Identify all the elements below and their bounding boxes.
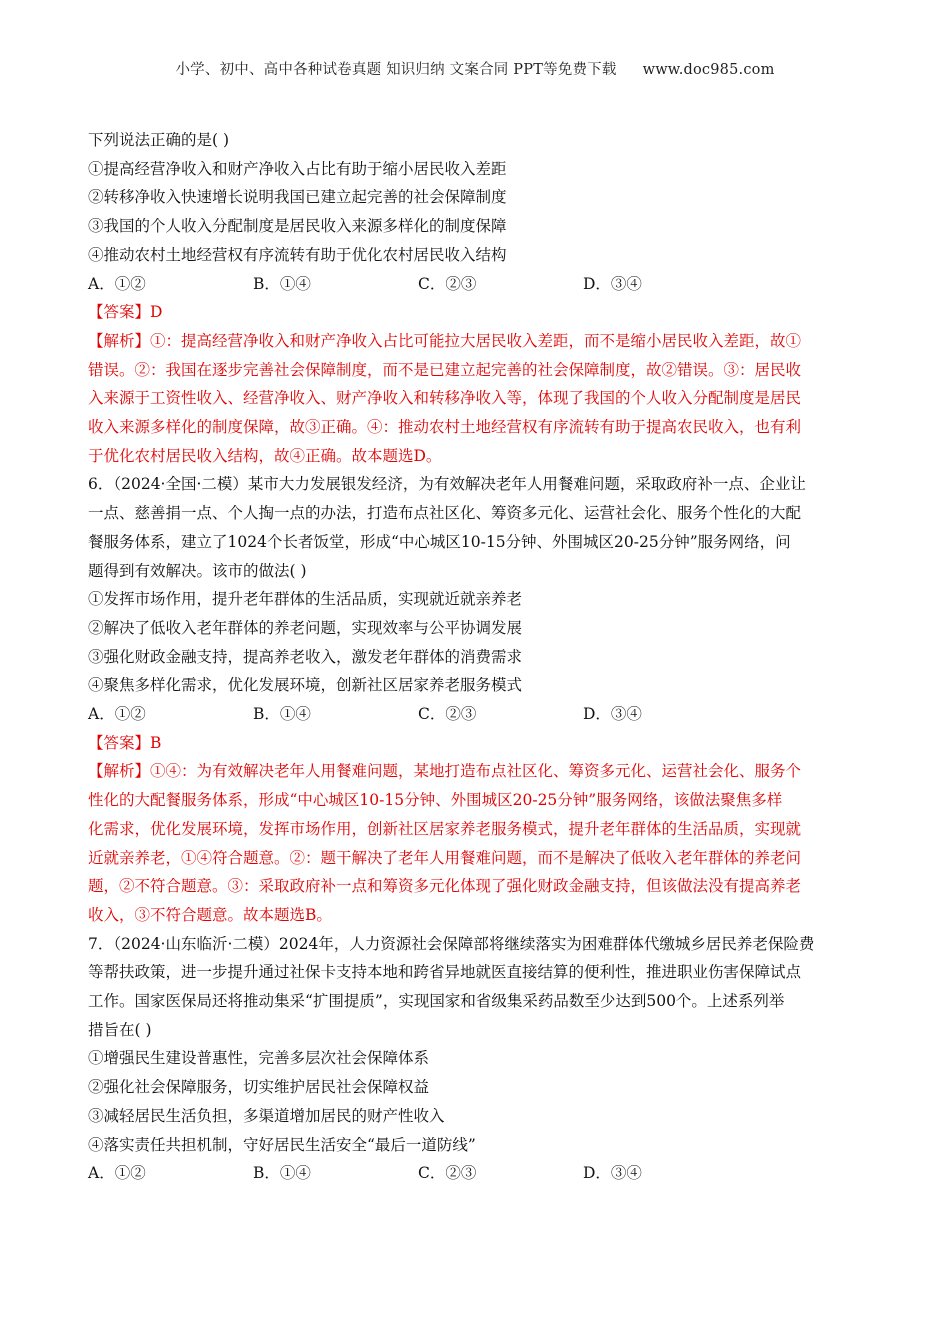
option-b: B．①④ [253,274,311,293]
header-url[interactable]: www.doc985.com [642,62,775,78]
answer-options [88,700,868,729]
statement-item: ④聚焦多样化需求，优化发展环境，创新社区居家养老服务模式 [88,676,523,695]
option-c: C．②③ [418,1164,477,1183]
answer-key: 【答案】D [88,303,163,322]
statement-item: ②转移净收入快速增长说明我国已建立起完善的社会保障制度 [88,188,507,207]
statement-item: ③强化财政金融支持，提高养老收入，激发老年群体的消费需求 [88,647,523,666]
question-stem-line: 餐服务体系，建立了1024个长者饭堂，形成“中心城区10-15分钟、外围城区20-25分钟”服务网络，问 [88,532,791,551]
question-6 [88,470,868,929]
question-stem-line: 等帮扶政策，进一步提升通过社保卡支持本地和跨省异地就医直接结算的便利性，推进职业伤害保障试点 [88,963,802,982]
question-stem: 下列说法正确的是( ) [88,131,230,149]
option-c: C．②③ [418,274,477,293]
statement-item: ①增强民生建设普惠性，完善多层次社会保障体系 [88,1049,430,1068]
analysis-line: 入来源于工资性收入、经营净收入、财产净收入和转移净收入等，体现了我国的个人收入分配制度是居民 [88,389,802,408]
option-b: B．①④ [253,1164,311,1183]
question-stem-line: 7．（2024·山东临沂·二模）2024年，人力资源社会保障部将继续落实为困难群体代缴城乡居民养老保险费 [88,934,815,953]
page-header [0,58,950,79]
statement-item: ①发挥市场作用，提升老年群体的生活品质，实现就近就亲养老 [88,590,523,609]
statement-item: ④落实责任共担机制，守好居民生活安全“最后一道防线” [88,1135,476,1154]
question-stem-line: 题得到有效解决。该市的做法( ) [88,561,307,580]
statement-item: ③我国的个人收入分配制度是居民收入来源多样化的制度保障 [88,217,507,236]
answer-options [88,1159,868,1188]
header-text: 小学、初中、高中各种试卷真题 知识归纳 文案合同 PPT等免费下载 [175,62,617,78]
page-content [88,126,868,1188]
option-d: D．③④ [583,1164,642,1183]
question-stem-line: 一点、慈善捐一点、个人掏一点的办法，打造布点社区化、筹资多元化、运营社会化、服务个性化的大配 [88,504,802,523]
answer-options [88,270,868,299]
option-a: A．①② [88,1164,146,1183]
question-stem-line: 6．（2024·全国·二模）某市大力发展银发经济，为有效解决老年人用餐难问题，采取政府补一点、企业让 [88,475,806,494]
analysis-line: 收入，③不符合题意。故本题选B。 [88,905,332,924]
question-stem-line: 工作。国家医保局还将推动集采“扩围提质”，实现国家和省级集采药品数至少达到500个。上述系列举 [88,992,785,1011]
option-b: B．①④ [253,705,311,724]
analysis [88,327,868,471]
analysis-line: 收入来源多样化的制度保障，故③正确。④：推动农村土地经营权有序流转有助于提高农民收入，也有利 [88,418,802,437]
statement-item: ④推动农村土地经营权有序流转有助于优化农村居民收入结构 [88,245,507,264]
analysis-line: 于优化农村居民收入结构，故④正确。故本题选D。 [88,446,442,465]
statement-item: ②解决了低收入老年群体的养老问题，实现效率与公平协调发展 [88,618,523,637]
analysis-line: 【解析】①④：为有效解决老年人用餐难问题，某地打造布点社区化、筹资多元化、运营社会化、服务个 [88,762,802,781]
analysis-line: 【解析】①：提高经营净收入和财产净收入占比可能拉大居民收入差距，而不是缩小居民收入差距，故① [88,331,802,350]
option-c: C．②③ [418,705,477,724]
analysis-line: 题，②不符合题意。③：采取政府补一点和筹资多元化体现了强化财政金融支持，但该做法没有提高养老 [88,877,802,896]
statement-item: ②强化社会保障服务，切实维护居民社会保障权益 [88,1078,430,1097]
option-a: A．①② [88,274,146,293]
statement-item: ③减轻居民生活负担，多渠道增加居民的财产性收入 [88,1106,445,1125]
analysis-line: 性化的大配餐服务体系，形成“中心城区10-15分钟、外围城区20-25分钟”服务网络，该做法聚焦多样 [88,791,783,810]
answer-key: 【答案】B [88,733,162,752]
option-a: A．①② [88,705,146,724]
analysis-line: 错误。②：我国在逐步完善社会保障制度，而不是已建立起完善的社会保障制度，故②错误。③：居民收 [88,360,802,379]
question-stem-line: 措旨在( ) [88,1020,152,1039]
option-d: D．③④ [583,274,642,293]
analysis-line: 化需求，优化发展环境，发挥市场作用，创新社区居家养老服务模式，提升老年群体的生活品质，实现就 [88,819,802,838]
statement-item: ①提高经营净收入和财产净收入占比有助于缩小居民收入差距 [88,159,507,178]
question-5 [88,126,868,470]
question-7 [88,930,868,1188]
analysis-line: 近就亲养老，①④符合题意。②：题干解决了老年人用餐难问题，而不是解决了低收入老年群体的养老问 [88,848,802,867]
option-d: D．③④ [583,705,642,724]
analysis [88,757,868,929]
